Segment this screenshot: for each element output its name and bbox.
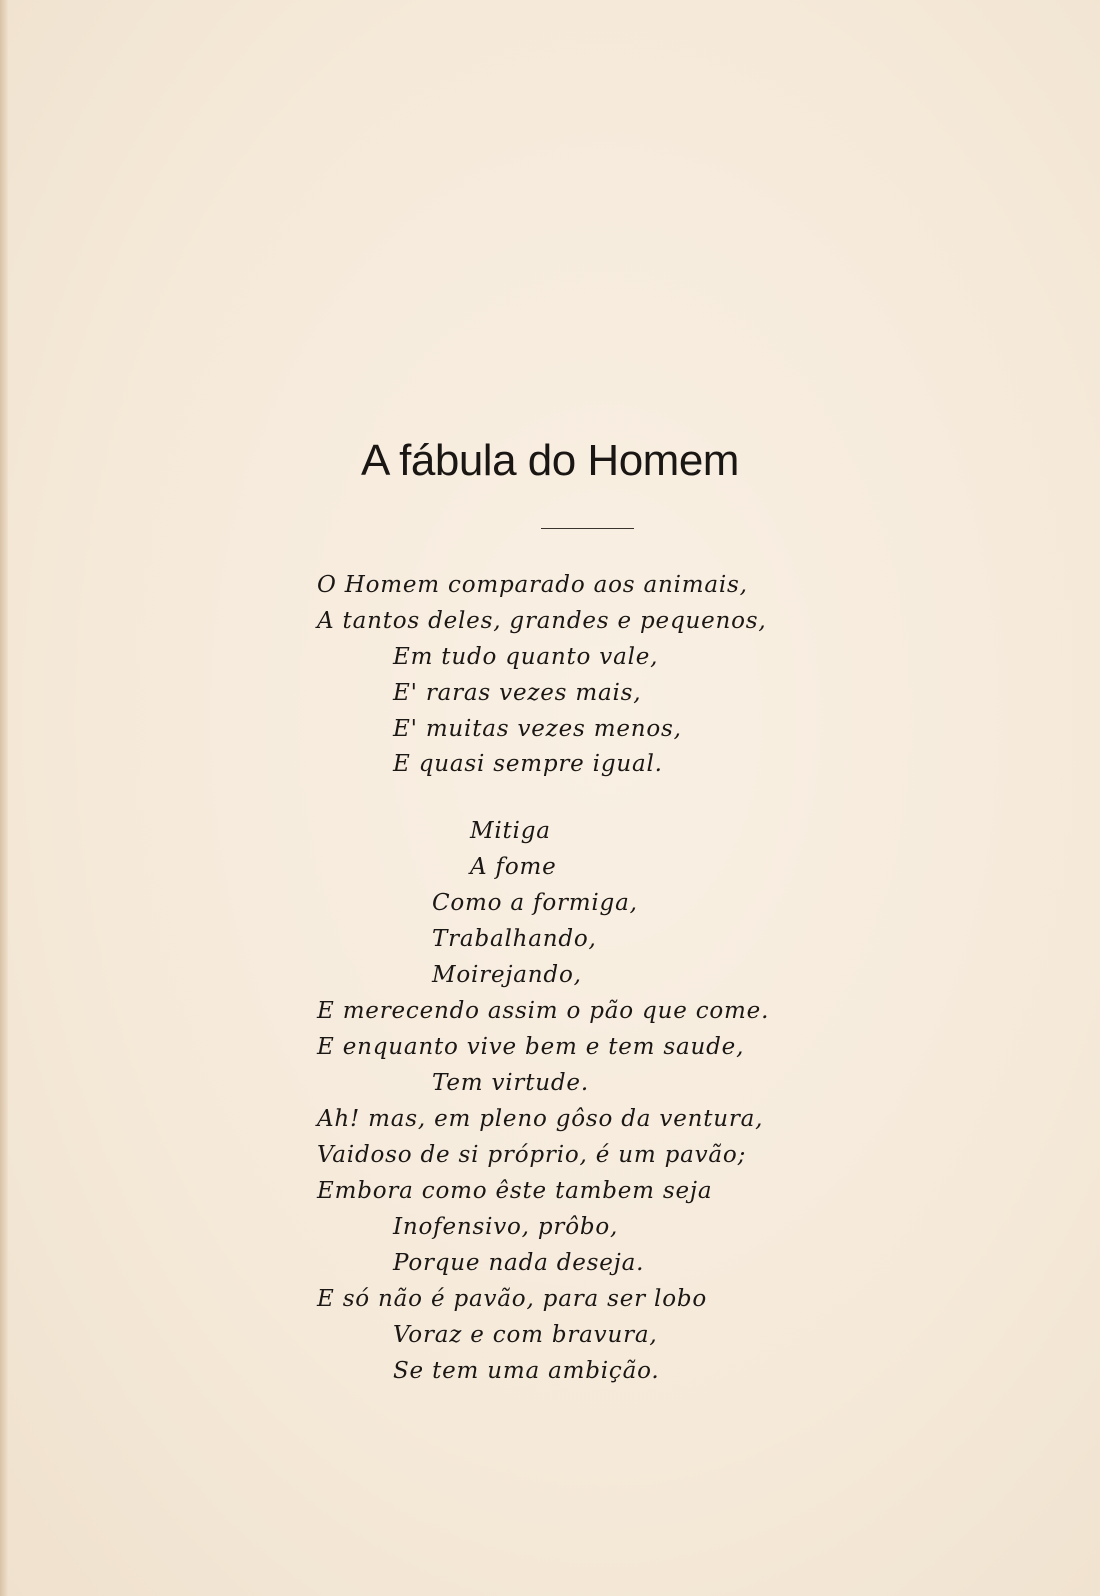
- poem-line: Voraz e com bravura,: [393, 1322, 658, 1348]
- poem-line: E só não é pavão, para ser lobo: [317, 1286, 708, 1312]
- poem-line: Tem virtude.: [432, 1070, 589, 1096]
- poem-line: Embora como êste tambem seja: [317, 1178, 713, 1204]
- poem-line: Em tudo quanto vale,: [393, 644, 659, 670]
- poem-line: E' muitas vezes menos,: [393, 716, 682, 742]
- poem-line: Inofensivo, prôbo,: [393, 1214, 619, 1240]
- poem-line: Se tem uma ambição.: [393, 1358, 660, 1384]
- poem-line: E' raras vezes mais,: [393, 680, 642, 706]
- poem-line: Mitiga: [470, 818, 551, 844]
- poem-line: Moirejando,: [432, 962, 582, 988]
- poem-line: Trabalhando,: [432, 926, 597, 952]
- poem-line: E quasi sempre igual.: [393, 751, 663, 777]
- poem-line: Como a formiga,: [432, 890, 638, 916]
- poem-line: O Homem comparado aos animais,: [317, 572, 748, 598]
- poem-line: Vaidoso de si próprio, é um pavão;: [317, 1142, 747, 1168]
- poem-title: A fábula do Homem: [361, 436, 739, 485]
- poem-line: A fome: [470, 854, 557, 880]
- poem-line: E merecendo assim o pão que come.: [317, 998, 770, 1024]
- poem-line: E enquanto vive bem e tem saude,: [317, 1034, 745, 1060]
- poem-line: Porque nada deseja.: [393, 1250, 645, 1276]
- poem-line: A tantos deles, grandes e pequenos,: [317, 608, 767, 634]
- poem-line: Ah! mas, em pleno gôso da ventura,: [317, 1106, 764, 1132]
